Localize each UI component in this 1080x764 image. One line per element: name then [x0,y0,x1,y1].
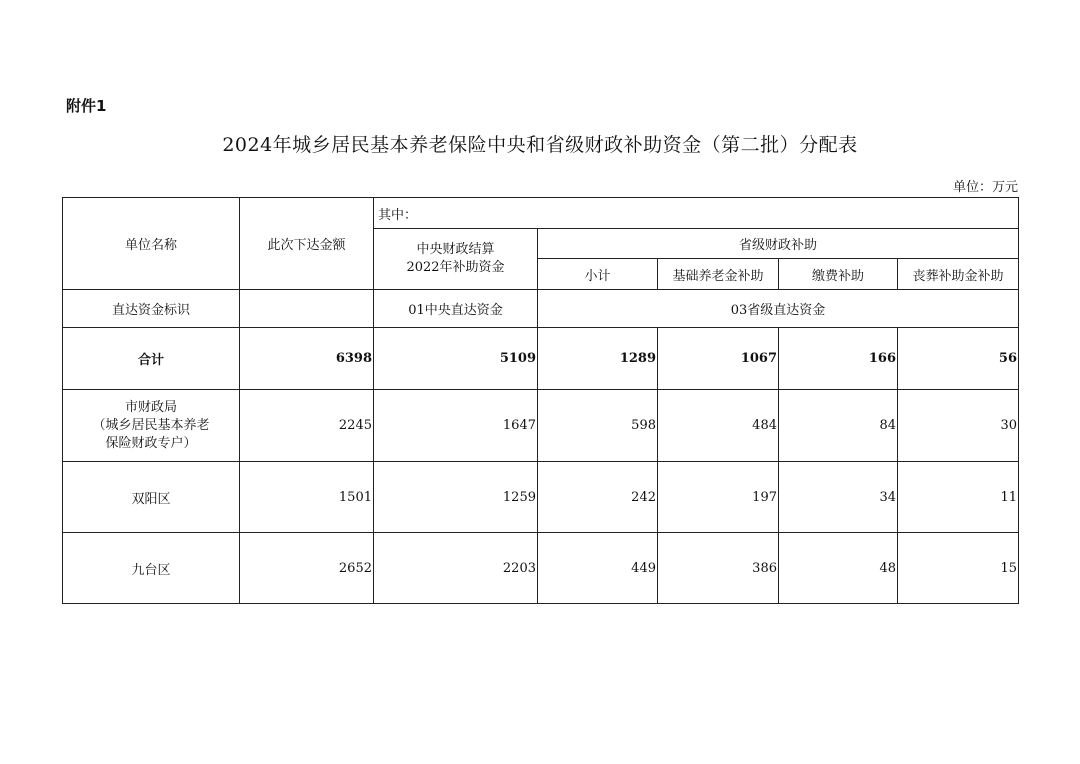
header-central-fund [374,229,538,290]
total-funeral: 56 [898,328,1019,390]
row-contribution: 34 [779,462,898,533]
fund-id-row [63,290,1019,328]
row-amount: 2652 [240,533,374,604]
total-basic-pension: 1067 [658,328,779,390]
total-name: 合计 [63,328,240,390]
header-unit-name: 单位名称 [63,198,240,290]
row-amount: 1501 [240,462,374,533]
row-unit-name [63,390,240,462]
header-central-line2: 2022年补助资金 [406,260,505,275]
row-unit-name-line2: （城乡居民基本养老 [92,417,210,433]
row-subtotal: 242 [538,462,658,533]
attachment-label: 附件1 [66,97,107,115]
row-funeral: 30 [898,390,1019,462]
row-funeral: 15 [898,533,1019,604]
header-provincial: 省级财政补助 [538,229,1019,259]
total-row [63,328,1019,390]
row-funeral: 11 [898,462,1019,533]
row-subtotal: 598 [538,390,658,462]
row-basic-pension: 386 [658,533,779,604]
row-unit-name-line3: 保险财政专户） [105,435,197,451]
row-contribution: 48 [779,533,898,604]
header-contribution: 缴费补助 [779,259,898,290]
row-amount: 2245 [240,390,374,462]
row-central: 2203 [374,533,538,604]
row-unit-name: 九台区 [63,533,240,604]
fund-id-amount [240,290,374,328]
table-row [63,462,1019,533]
row-central: 1259 [374,462,538,533]
row-central: 1647 [374,390,538,462]
header-row-1 [63,198,1019,229]
total-amount: 6398 [240,328,374,390]
row-subtotal: 449 [538,533,658,604]
fund-id-central: 01中央直达资金 [374,290,538,328]
header-central-line1: 中央财政结算 [416,242,495,257]
total-contribution: 166 [779,328,898,390]
table-row [63,390,1019,462]
header-subtotal: 小计 [538,259,658,290]
row-contribution: 84 [779,390,898,462]
table-row [63,533,1019,604]
row-unit-name-line1: 市财政局 [124,399,177,415]
header-amount: 此次下达金额 [240,198,374,290]
header-of-which: 其中： [374,198,1019,229]
unit-label: 单位：万元 [952,180,1018,195]
row-basic-pension: 484 [658,390,779,462]
row-basic-pension: 197 [658,462,779,533]
fund-id-provincial: 03省级直达资金 [538,290,1019,328]
header-basic-pension: 基础养老金补助 [658,259,779,290]
document-title: 2024年城乡居民基本养老保险中央和省级财政补助资金（第二批）分配表 [222,134,858,156]
total-subtotal: 1289 [538,328,658,390]
row-unit-name: 双阳区 [63,462,240,533]
fund-id-label: 直达资金标识 [63,290,240,328]
allocation-table [62,197,1019,604]
header-funeral: 丧葬补助金补助 [898,259,1019,290]
total-central: 5109 [374,328,538,390]
